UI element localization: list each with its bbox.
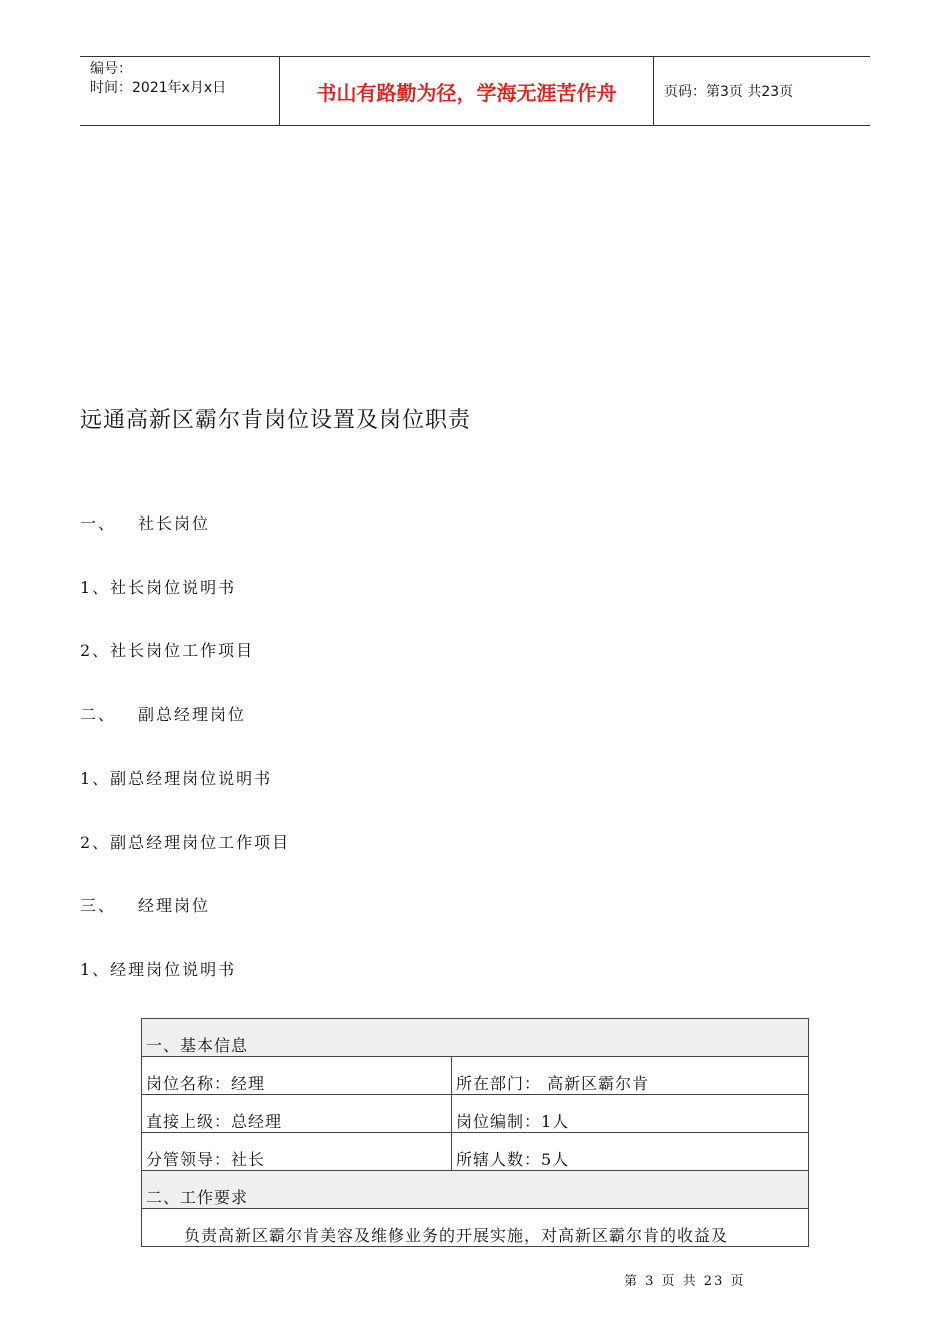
header-motto: 书山有路勤为径，学海无涯苦作舟 bbox=[280, 57, 654, 125]
date-label: 时间：2021年x月x日 bbox=[90, 80, 227, 96]
table-row bbox=[142, 1057, 809, 1095]
header-page-code: 页码：第3页 共23页 bbox=[664, 84, 794, 100]
outline-text: 2、副总经理岗位工作项目 bbox=[80, 833, 291, 852]
outline-text: 经理岗位 bbox=[138, 896, 211, 915]
section-work-requirements: 二、工作要求 bbox=[142, 1171, 809, 1209]
table-row bbox=[142, 1209, 809, 1247]
page-footer: 第 3 页 共 23 页 bbox=[624, 1274, 746, 1289]
outline-text: 2、社长岗位工作项目 bbox=[80, 641, 255, 660]
outline-text: 1、社长岗位说明书 bbox=[80, 578, 237, 597]
outline-item bbox=[80, 830, 290, 853]
serial-number-label: 编号： bbox=[90, 61, 132, 77]
page-header bbox=[80, 56, 870, 126]
outline-item bbox=[80, 575, 236, 598]
section-basic-info: 一、基本信息 bbox=[142, 1019, 809, 1057]
table-row bbox=[142, 1133, 809, 1171]
outline-text: 1、经理岗位说明书 bbox=[80, 960, 237, 979]
outline-number: 一、 bbox=[80, 514, 117, 533]
outline-item bbox=[80, 511, 210, 534]
subordinates-count-cell: 所辖人数：5人 bbox=[452, 1133, 809, 1171]
outline-number: 三、 bbox=[80, 896, 117, 915]
outline-item bbox=[80, 957, 236, 980]
supervising-leader-cell: 分管领导：社长 bbox=[142, 1133, 452, 1171]
outline-text: 副总经理岗位 bbox=[138, 705, 247, 724]
outline-text: 1、副总经理岗位说明书 bbox=[80, 769, 273, 788]
header-meta bbox=[80, 57, 280, 125]
headcount-cell: 岗位编制：1人 bbox=[452, 1095, 809, 1133]
table-section-row bbox=[142, 1171, 809, 1209]
outline-number: 二、 bbox=[80, 705, 117, 724]
outline-item bbox=[80, 893, 210, 916]
table-section-row bbox=[142, 1019, 809, 1057]
outline-text: 社长岗位 bbox=[138, 514, 211, 533]
position-name-cell: 岗位名称：经理 bbox=[142, 1057, 452, 1095]
document-title: 远通高新区霸尔肯岗位设置及岗位职责 bbox=[80, 408, 472, 433]
department-cell: 所在部门： 高新区霸尔肯 bbox=[452, 1057, 809, 1095]
outline-item bbox=[80, 638, 254, 661]
job-description-table bbox=[141, 1018, 809, 1247]
table-row bbox=[142, 1095, 809, 1133]
direct-superior-cell: 直接上级：总经理 bbox=[142, 1095, 452, 1133]
work-requirements-text: 负责高新区霸尔肯美容及维修业务的开展实施，对高新区霸尔肯的收益及 bbox=[142, 1209, 809, 1247]
outline-item bbox=[80, 766, 272, 789]
outline-item bbox=[80, 702, 246, 725]
